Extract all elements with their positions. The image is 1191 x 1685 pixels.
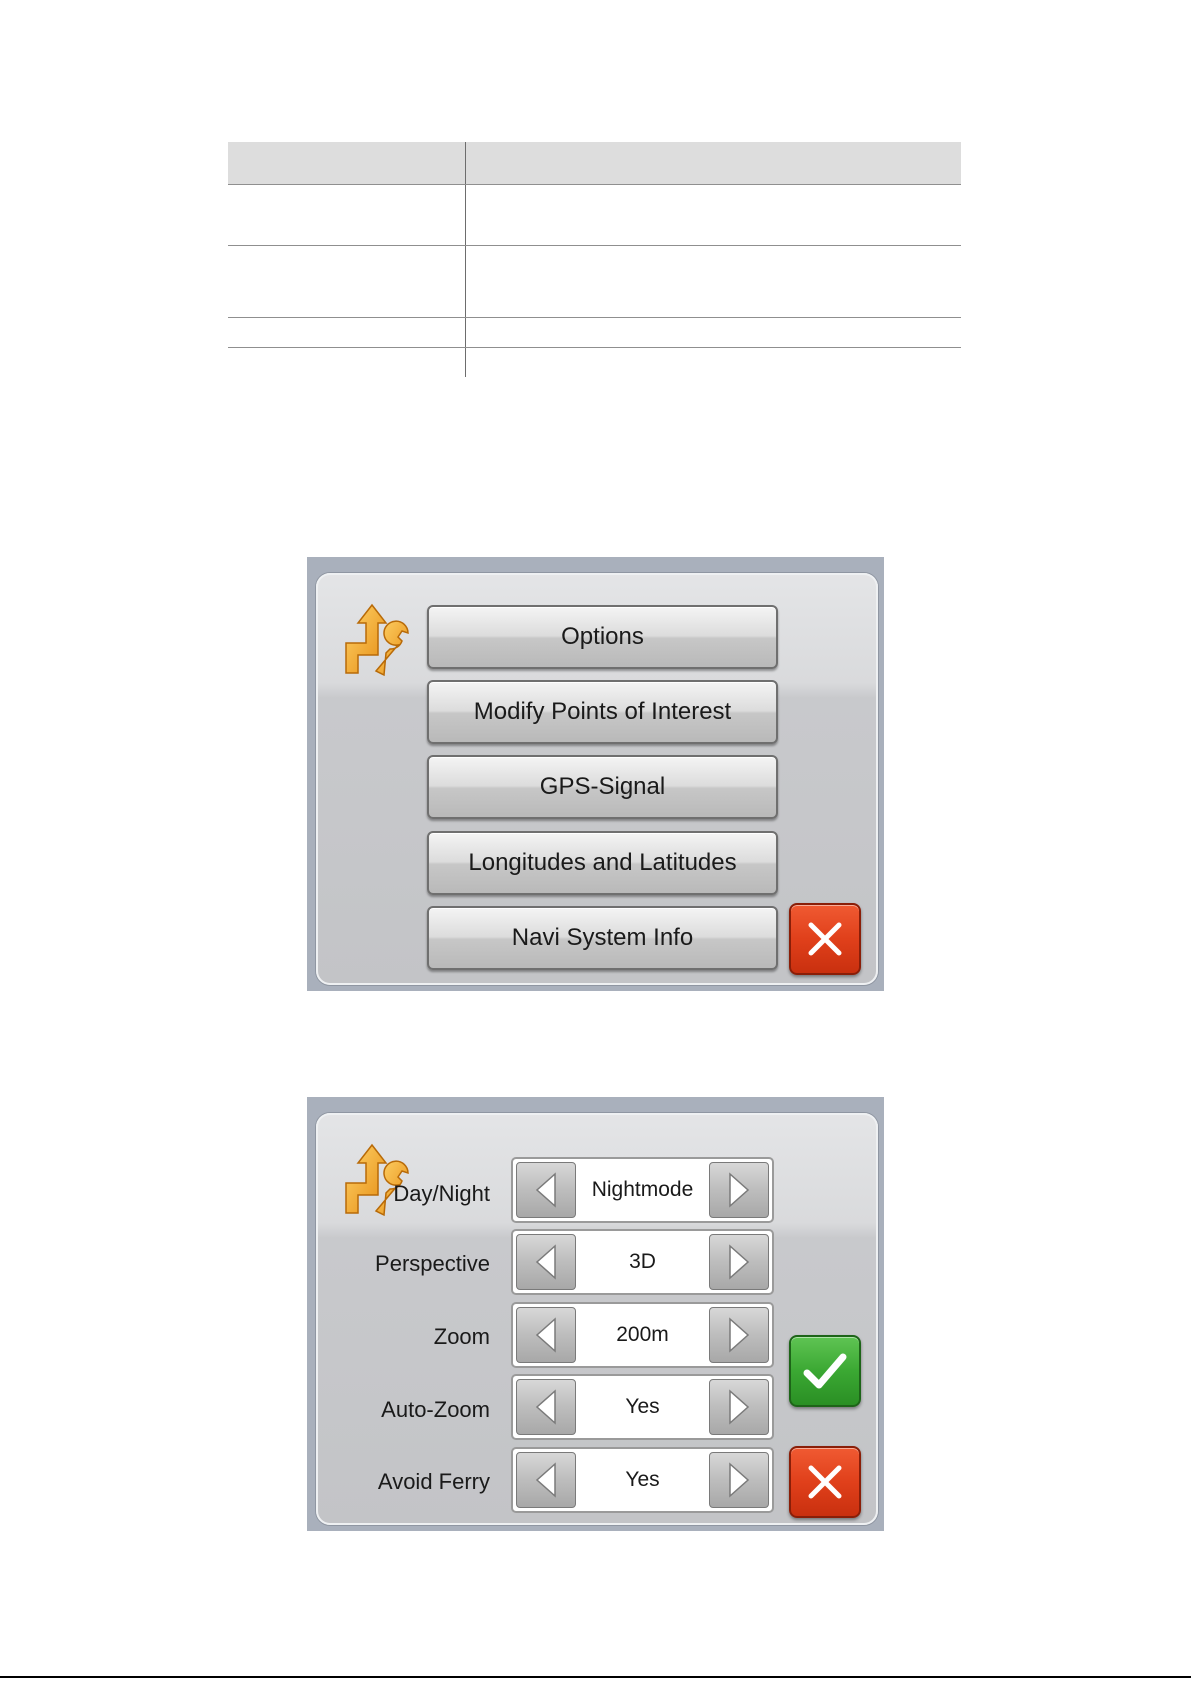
table-row <box>228 185 961 246</box>
perspective-label: Perspective <box>375 1251 490 1276</box>
table-cell <box>466 348 961 377</box>
arrow-right-icon <box>724 1387 754 1427</box>
gps-signal-button[interactable]: GPS-Signal <box>427 755 778 819</box>
close-icon <box>803 917 847 961</box>
zoom-stepper <box>511 1302 774 1368</box>
arrow-left-icon <box>531 1460 561 1500</box>
auto-zoom-stepper <box>511 1374 774 1440</box>
previous-button[interactable] <box>516 1307 576 1363</box>
table-cell <box>228 348 466 377</box>
next-button[interactable] <box>709 1234 769 1290</box>
previous-button[interactable] <box>516 1234 576 1290</box>
info-table <box>228 142 961 377</box>
options-screen <box>307 1097 884 1531</box>
table-row <box>228 246 961 318</box>
arrow-right-icon <box>724 1242 754 1282</box>
footer-divider <box>0 1676 1191 1678</box>
arrow-right-icon <box>724 1460 754 1500</box>
navigation-settings-icon <box>336 601 416 681</box>
close-icon <box>803 1460 847 1504</box>
table-header <box>228 142 961 185</box>
arrow-left-icon <box>531 1387 561 1427</box>
coordinates-button[interactable]: Longitudes and Latitudes <box>427 831 778 895</box>
table-row <box>228 348 961 377</box>
auto-zoom-label: Auto-Zoom <box>381 1397 490 1422</box>
arrow-left-icon <box>531 1315 561 1355</box>
settings-menu-screen <box>307 557 884 991</box>
avoid-ferry-label: Avoid Ferry <box>377 1469 490 1494</box>
auto-zoom-value: Yes <box>625 1395 660 1418</box>
previous-button[interactable] <box>516 1379 576 1435</box>
arrow-right-icon <box>724 1170 754 1210</box>
perspective-value: 3D <box>629 1250 656 1273</box>
next-button[interactable] <box>709 1162 769 1218</box>
arrow-left-icon <box>531 1242 561 1282</box>
day-night-value: Nightmode <box>591 1178 694 1201</box>
table-row <box>228 318 961 348</box>
table-cell <box>466 185 961 245</box>
modify-poi-button[interactable]: Modify Points of Interest <box>427 680 778 744</box>
table-cell <box>228 185 466 245</box>
table-cell <box>466 318 961 347</box>
options-button[interactable]: Options <box>427 605 778 669</box>
avoid-ferry-stepper <box>511 1447 774 1513</box>
options-panel <box>316 1113 878 1525</box>
table-cell <box>228 318 466 347</box>
perspective-stepper <box>511 1229 774 1295</box>
zoom-value: 200m <box>616 1323 669 1346</box>
close-button[interactable] <box>789 903 861 975</box>
day-night-label: Day/Night <box>393 1181 490 1206</box>
system-info-button[interactable]: Navi System Info <box>427 906 778 970</box>
zoom-label: Zoom <box>433 1324 490 1349</box>
table-cell <box>466 246 961 317</box>
previous-button[interactable] <box>516 1452 576 1508</box>
confirm-button[interactable] <box>789 1335 861 1407</box>
next-button[interactable] <box>709 1379 769 1435</box>
next-button[interactable] <box>709 1307 769 1363</box>
close-button[interactable] <box>789 1446 861 1518</box>
settings-menu-panel <box>316 573 878 985</box>
table-cell <box>228 246 466 317</box>
previous-button[interactable] <box>516 1162 576 1218</box>
arrow-right-icon <box>724 1315 754 1355</box>
avoid-ferry-value: Yes <box>625 1468 660 1491</box>
table-header-cell <box>228 142 466 184</box>
checkmark-icon <box>801 1349 849 1393</box>
arrow-left-icon <box>531 1170 561 1210</box>
next-button[interactable] <box>709 1452 769 1508</box>
day-night-stepper <box>511 1157 774 1223</box>
table-header-cell <box>466 142 961 184</box>
